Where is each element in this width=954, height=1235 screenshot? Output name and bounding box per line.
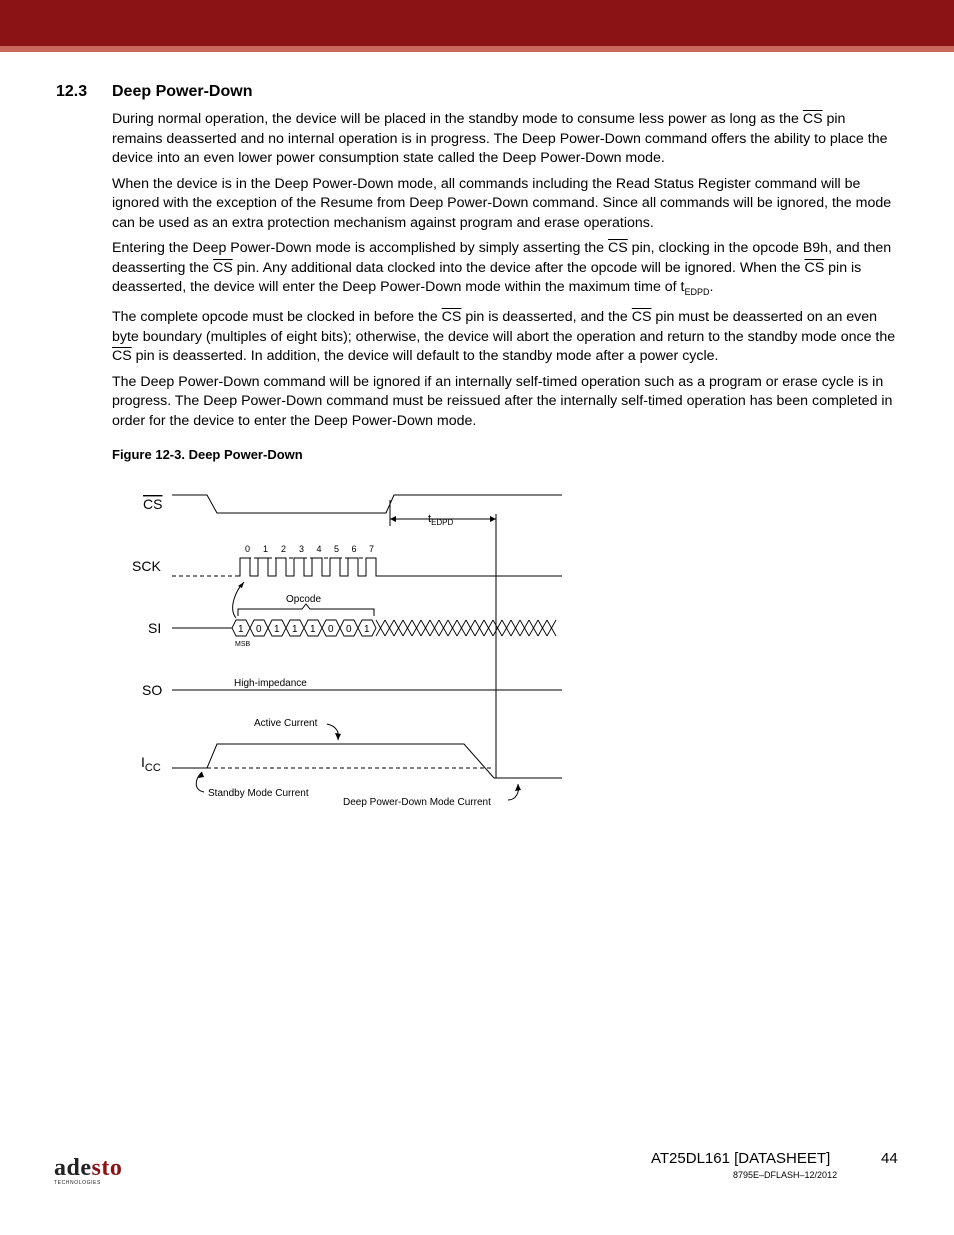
high-impedance-label: High-impedance bbox=[234, 678, 307, 689]
clock-number: 2 bbox=[281, 544, 287, 554]
si-bit-value: 1 bbox=[274, 624, 280, 635]
clock-number: 6 bbox=[351, 544, 357, 554]
clock-number: 3 bbox=[299, 544, 305, 554]
si-bit-value: 0 bbox=[256, 624, 262, 635]
paragraph-3: Entering the Deep Power-Down mode is accomplished by simply asserting the $\overline{CS}$ pin, clocking in the opcode B9h, and then deasserting the $\overline{CS}$ pin. Any additional data clocked into the device after the opcode will be ignored. When the $\overline{CS}$ pin is deasserted, the device will enter the Deep Power-Down mode within the maximum time of $t_{EDPD}$. bbox=[112, 240, 892, 297]
si-bit-value: 0 bbox=[346, 624, 352, 635]
deep-pd-current-label: Deep Power-Down Mode Current bbox=[343, 797, 491, 808]
paragraph-5: The Deep Power-Down command will be ignored if an internally self-timed operation such as a program or erase cycle is in progress. The Deep Power-Down command must be reissued after the internally self-timed operation has been completed in order for the device to enter the Deep Power-Down mode. bbox=[112, 373, 893, 429]
paragraph-4: The complete opcode must be clocked in before the $\overline{CS}$ pin is deasserted, and the $\overline{CS}$ pin must be deasserted on an even byte boundary (multiples of eight bits); otherwise, the device will abort the operation and return to the standby mode once the $\overline{CS}$ pin is deasserted. In addition, the device will default to the standby mode after a power cycle. bbox=[112, 309, 896, 365]
si-bit-value: 1 bbox=[292, 624, 298, 635]
opcode-label: Opcode bbox=[286, 594, 322, 605]
clock-number: 1 bbox=[263, 544, 269, 554]
active-current-label: Active Current bbox=[254, 718, 318, 729]
cs-waveform bbox=[172, 495, 562, 513]
section-title: Deep Power-Down bbox=[112, 83, 253, 100]
document-number: 8795E–DFLASH–12/2012 bbox=[733, 1170, 838, 1180]
icc-waveform bbox=[172, 744, 562, 778]
page-number: 44 bbox=[881, 1150, 898, 1167]
sck-waveform bbox=[235, 558, 562, 576]
clock-number: 5 bbox=[334, 544, 340, 554]
tedpd-label: $t_{EDPD}$ bbox=[428, 513, 454, 527]
active-current-arrow bbox=[327, 724, 339, 740]
section-number: 12.3 bbox=[56, 83, 88, 100]
sck-label: SCK bbox=[132, 558, 161, 574]
cs-label: CS bbox=[143, 496, 163, 512]
si-label: SI bbox=[148, 620, 162, 636]
adesto-logo: adesto TECHNOLOGIES bbox=[54, 1155, 123, 1186]
msb-label: MSB bbox=[235, 641, 251, 648]
header-accent-line bbox=[0, 46, 954, 52]
clock-number: 4 bbox=[316, 544, 322, 554]
si-bit-value: 1 bbox=[364, 624, 370, 635]
paragraph-2: When the device is in the Deep Power-Down mode, all commands including the Read Status Register command will be ignored with the exception of the Resume from Deep Power-Down command. Since all commands will be ignored, the mode can be used as an extra protection mechanism against program and erase operations. bbox=[112, 175, 892, 231]
si-bit-value: 1 bbox=[238, 624, 244, 635]
figure-caption: Figure 12-3. Deep Power-Down bbox=[112, 447, 303, 462]
body-text bbox=[112, 110, 898, 437]
footer-title: AT25DL161 [DATASHEET] bbox=[651, 1150, 831, 1167]
clock-number: 7 bbox=[369, 544, 375, 554]
si-bit-value: 1 bbox=[310, 624, 316, 635]
paragraph-1: During normal operation, the device will be placed in the standby mode to consume less power as long as the $\overline{CS}$ pin remains deasserted and no internal operation is in progress. The Deep Power-Down command offers the ability to place the device into an even lower power consumption state called the Deep Power-Down mode. bbox=[112, 111, 888, 166]
header-bar bbox=[0, 0, 954, 46]
opcode-brace bbox=[238, 604, 374, 616]
si-bit-value: 0 bbox=[328, 624, 334, 635]
deep-pd-arrow bbox=[508, 784, 519, 800]
clock-number: 0 bbox=[245, 544, 251, 554]
so-label: SO bbox=[142, 682, 163, 698]
timing-diagram bbox=[0, 470, 954, 830]
icc-label: $I_{CC}$ bbox=[141, 754, 161, 774]
standby-current-label: Standby Mode Current bbox=[208, 788, 309, 799]
